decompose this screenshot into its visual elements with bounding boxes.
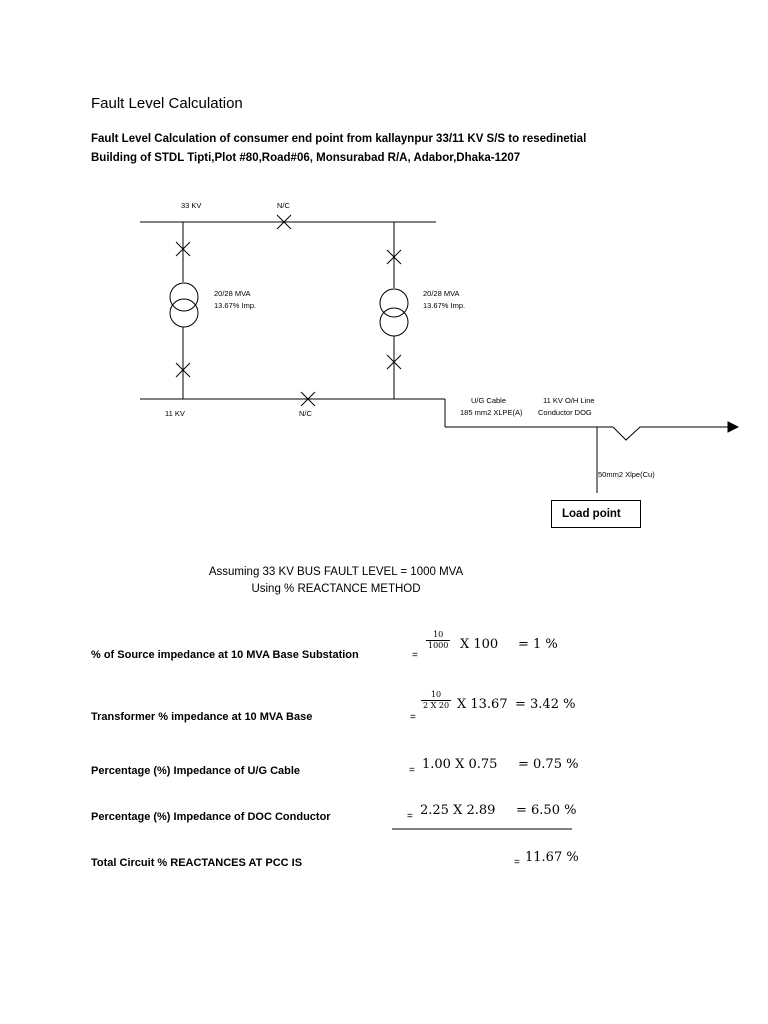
ug-cable-label-2: 185 mm2 XLPE(A) <box>460 408 523 417</box>
calc-result: = 1 % <box>518 637 558 652</box>
page-title: Fault Level Calculation <box>91 95 243 112</box>
total-eq-sign: = <box>514 857 520 868</box>
oh-line <box>445 427 728 440</box>
ug-cable-label-1: U/G Cable <box>471 396 507 405</box>
calc-expression: X 100 <box>460 637 499 652</box>
t2-rating-label: 20/28 MVA <box>423 289 460 298</box>
arrow-icon <box>728 422 738 432</box>
load-point-label: Load point <box>562 508 621 520</box>
fraction-denominator: 2 X 20 <box>423 701 450 710</box>
calc-eq-sign: = <box>412 650 418 661</box>
subtitle-line-1: Fault Level Calculation of consumer end point from kallaynpur 33/11 KV S/S to resedinetial <box>91 133 587 145</box>
calc-result: = 6.50 % <box>516 803 577 818</box>
total-label: Total Circuit % REACTANCES AT PCC IS <box>91 857 303 869</box>
oh-line-label-2: Conductor DOG <box>538 408 592 417</box>
nc-bottom-label: N/C <box>299 409 312 418</box>
calc-row-label: Percentage (%) Impedance of U/G Cable <box>91 765 301 777</box>
calc-result: = 3.42 % <box>515 697 576 712</box>
nc-top-label: N/C <box>277 201 290 210</box>
t2-imp-label: 13.67% Imp. <box>423 301 466 310</box>
service-cable-label: 50mm2 Xlpe(Cu) <box>598 470 655 479</box>
total-result: 11.67 % <box>525 850 579 865</box>
calc-row-label: Transformer % impedance at 10 MVA Base <box>91 711 313 723</box>
calc-expression: X 13.67 <box>457 697 508 712</box>
fraction-denominator: 1000 <box>428 641 449 650</box>
calc-row-label: Percentage (%) Impedance of DOC Conductor <box>91 811 331 823</box>
oh-line-label-1: 11 KV O/H Line <box>543 396 595 405</box>
transformer-1-secondary <box>170 299 198 327</box>
calc-eq-sign: = <box>410 712 416 723</box>
bus-33kv-label: 33 KV <box>181 201 202 210</box>
fraction-numerator: 10 <box>433 630 444 639</box>
subtitle-line-2: Building of STDL Tipti,Plot #80,Road#06, Monsurabad R/A, Adabor,Dhaka-1207 <box>91 152 521 164</box>
calc-expression: 2.25 X 2.89 <box>420 803 496 818</box>
assumption-line-1: Assuming 33 KV BUS FAULT LEVEL = 1000 MVA <box>208 566 464 578</box>
transformer-2-secondary <box>380 308 408 336</box>
t1-imp-label: 13.67% Imp. <box>214 301 257 310</box>
calc-fraction <box>421 690 451 711</box>
calc-row-label: % of Source impedance at 10 MVA Base Substation <box>91 649 359 661</box>
calc-fraction <box>426 630 450 651</box>
transformer-1-primary <box>170 283 198 311</box>
assumption-line-2: Using % REACTANCE METHOD <box>251 583 421 595</box>
bus-11kv-label: 11 KV <box>165 409 185 418</box>
calc-eq-sign: = <box>407 811 413 822</box>
transformer-2-primary <box>380 289 408 317</box>
calc-expression: 1.00 X 0.75 <box>422 757 498 772</box>
calc-result: = 0.75 % <box>518 757 579 772</box>
calc-eq-sign: = <box>409 765 415 776</box>
load-point-box <box>551 500 641 528</box>
t1-rating-label: 20/28 MVA <box>214 289 251 298</box>
fraction-numerator: 10 <box>430 690 442 699</box>
